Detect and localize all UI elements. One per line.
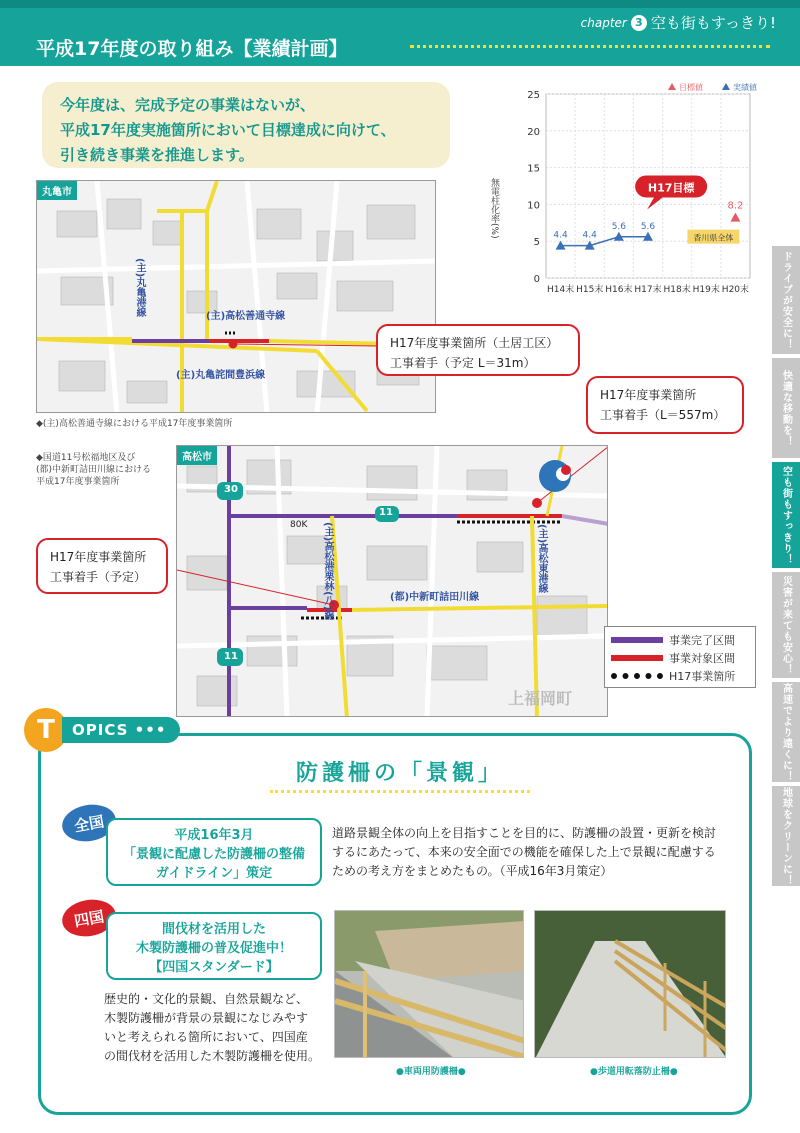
text-line: いと考えられる箇所において、四国産	[104, 1030, 308, 1044]
intro-line: 平成17年度実施箇所において目標達成に向けて、	[60, 121, 396, 139]
shikoku-line: 間伐材を活用した	[161, 922, 266, 937]
shikoku-line: 木製防護柵の普及促進中！	[135, 941, 292, 956]
side-tab-disaster[interactable]: 災害が来ても安心！	[772, 572, 800, 678]
guideline-line: 平成16年3月	[174, 828, 254, 843]
chart-ytick-label: 20	[527, 126, 540, 138]
side-tab-sky-city[interactable]: 空も街もすっきり！	[772, 462, 800, 568]
legend-swatch-dotted	[611, 673, 663, 679]
map-marugame-label: 丸亀市	[37, 181, 77, 200]
text-line: の間伐材を活用した木製防護柵を使用。	[104, 1049, 321, 1063]
chart-goal-label: H17目標	[647, 181, 695, 195]
legend-row-target	[611, 649, 749, 667]
route-marker-11-south: 11	[224, 651, 238, 662]
photo-pedestrian-drawing	[535, 911, 726, 1058]
map-marugame-caption: ◆(主)高松善通寺線における平成17年度事業箇所	[36, 419, 233, 429]
legend-label: H17事業箇所	[669, 670, 736, 683]
chart-xtick-label: H15末	[576, 285, 604, 295]
text-line: 木製防護柵が背景の景観になじみやす	[104, 1011, 309, 1025]
intro-box	[42, 82, 450, 168]
callout-line: H17年度事業箇所	[50, 550, 147, 564]
shikoku-description	[104, 990, 330, 1066]
chapter-number: 3	[631, 15, 647, 31]
undergrounding-rate-chart	[474, 78, 764, 300]
legend-swatch-purple	[611, 637, 663, 643]
road-label-takamatsu-port: (主)高松港栗林(八)線	[322, 522, 333, 621]
callout-line: H17年度事業箇所	[600, 388, 697, 402]
chart-ytick-label: 0	[533, 274, 540, 285]
side-tab-expressway[interactable]: 高速でより遠くに！	[772, 682, 800, 782]
legend-label: 事業完了区間	[669, 634, 735, 647]
text-line: ための考え方をまとめたもの。（平成16年3月策定）	[332, 864, 613, 878]
km-post: 80K	[290, 520, 308, 530]
chart-legend-marker-target	[668, 83, 676, 90]
callout-matsufuku	[586, 376, 744, 434]
legend-row-h17	[611, 667, 749, 685]
chart-ytick-label: 15	[527, 163, 540, 175]
intro-line: 引き続き事業を推進します。	[60, 146, 254, 164]
chart-ylabel: 無電柱化率(%)	[489, 178, 499, 239]
side-tab-clean-earth[interactable]: 地球をクリーンに！	[772, 786, 800, 886]
topics-badge	[24, 708, 180, 752]
chart-xtick-label: H20末	[721, 285, 750, 295]
text-line: 歴史的・文化的景観、自然景観など、	[104, 992, 309, 1006]
caption-line: (都)中新町詰田川線における	[36, 465, 152, 475]
caption-line: 平成17年度事業箇所	[36, 477, 120, 487]
chart-data-label: 5.6	[640, 221, 656, 232]
chart-ytick-label: 5	[533, 237, 540, 249]
map-takamatsu-caption	[36, 452, 151, 488]
photo-pedestrian-caption: ●歩道用転落防止柵●	[590, 1067, 678, 1077]
topics-title-dotted-line	[270, 790, 530, 793]
photo-vehicle-drawing	[335, 911, 524, 1058]
caption-line: ◆国道11号松福地区及び	[36, 453, 136, 463]
map-takamatsu-label: 高松市	[177, 446, 217, 465]
side-tab-comfort[interactable]: 快適な移動を！	[772, 358, 800, 458]
page-title: 平成17年度の取り組み【業績計画】	[36, 38, 348, 60]
header-stripe	[0, 0, 800, 8]
callout-doi-section	[376, 324, 580, 376]
callout-line: 工事着手（L＝557m）	[600, 408, 726, 422]
chapter-title: 空も街もすっきり!	[650, 14, 776, 32]
road-label-marugame-port: (主)丸亀港線	[134, 258, 145, 318]
chart-legend-target: 目標値	[679, 83, 703, 92]
region-badge-national: 全国	[59, 801, 118, 846]
chart-ytick-label: 25	[527, 90, 540, 101]
text-line: するにあたって、本来の安全面での機能を確保した上で景観に配慮する	[332, 845, 716, 859]
topics-title: 防護柵の「景観」	[295, 761, 504, 786]
road-label-takamatsu-east-port: (主)高松東港線	[536, 524, 547, 594]
road-label-takamatsu-zentsuji: (主)高松善通寺線	[206, 311, 286, 322]
chart-legend-actual: 実績値	[733, 83, 757, 92]
legend-swatch-red	[611, 655, 663, 661]
guideline-line: ガイドライン」策定	[155, 866, 273, 881]
chart-region-label: 香川県全体	[693, 233, 734, 243]
title-dotted-line	[410, 45, 770, 48]
map-legend	[604, 626, 756, 688]
callout-line: H17年度事業箇所（土居工区）	[390, 336, 559, 350]
chart-xtick-label: H18末	[663, 285, 691, 295]
photo-vehicle-guardrail	[334, 910, 524, 1058]
place-label: 上福岡町	[508, 689, 573, 708]
shikoku-line: 【四国スタンダード】	[149, 960, 279, 975]
chart-data-label: 5.6	[611, 221, 627, 232]
chart-data-label: 4.4	[553, 230, 568, 241]
intro-line: 今年度は、完成予定の事業はないが、	[60, 96, 316, 114]
chart-legend-marker-actual	[722, 83, 730, 90]
legend-label: 事業対象区間	[669, 652, 735, 665]
chart-xtick-label: H19末	[692, 285, 720, 295]
guideline-box	[106, 818, 322, 886]
topics-badge-text: OPICS •••	[62, 717, 180, 743]
photo-vehicle-caption: ●車両用防護柵●	[396, 1067, 466, 1077]
chapter-tag	[581, 12, 776, 33]
road-label-marugame-takuma: (主)丸亀詫間豊浜線	[176, 370, 266, 381]
chart-svg	[474, 78, 764, 300]
region-badge-shikoku: 四国	[59, 896, 118, 941]
chart-ytick-label: 10	[527, 200, 540, 212]
text-line: 道路景観全体の向上を目指すことを目的に、防護柵の設置・更新を検討	[332, 826, 717, 840]
callout-line: 工事着手（予定）	[50, 570, 147, 584]
chart-data-label: 4.4	[582, 230, 597, 241]
route-marker-11: 11	[379, 507, 393, 518]
route-marker-30: 30	[224, 484, 238, 495]
shikoku-standard-box	[106, 912, 322, 980]
legend-row-completed	[611, 631, 749, 649]
guideline-description	[332, 824, 748, 881]
callout-nakashinmachi	[36, 538, 168, 594]
callout-line: 工事着手（予定 L＝31m）	[390, 356, 536, 370]
road-label-nakashinmachi: (都)中新町詰田川線	[390, 592, 480, 603]
topics-badge-letter: T	[24, 708, 68, 752]
side-tab-safe-drive[interactable]: ドライブが安全に！	[772, 246, 800, 354]
chart-xtick-label: H17末	[634, 285, 662, 295]
chart-target-label: 8.2	[727, 200, 744, 212]
chart-xtick-label: H14末	[546, 285, 575, 295]
chapter-word: chapter	[580, 15, 627, 30]
chart-xtick-label: H16末	[605, 285, 633, 295]
photo-pedestrian-fence	[534, 910, 726, 1058]
guideline-line: 「景観に配慮した防護柵の整備	[122, 847, 305, 862]
